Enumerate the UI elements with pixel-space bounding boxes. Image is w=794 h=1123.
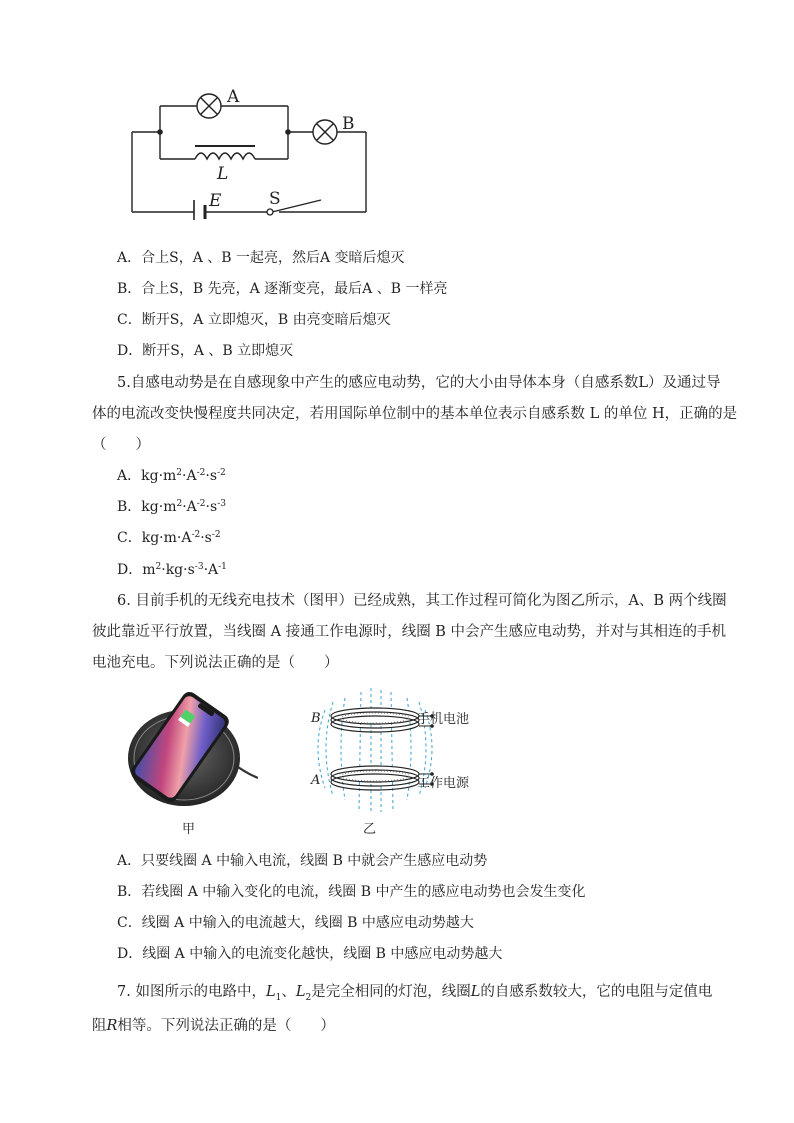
q6-option-c: C．线圈 A 中输入的电流越大，线圈 B 中感应电动势越大 [117,915,474,931]
coil-b-text: 手机电池 [417,712,470,727]
q5-option-d: D．$m^2\cdot kg\cdot s^{-3}\cdot A^{-1}$ [117,562,227,578]
q6-stem-line2: 彼此靠近平行放置，当线圈 A 接通工作电源时，线圈 B 中会产生感应电动势，并对与其相连的手机 [92,624,727,640]
q4-option-b: B．合上S，B 先亮，A 逐渐变亮，最后A 、B 一样亮 [117,281,448,297]
q6-option-d: D．线圈 A 中输入的电流变化越快，线圈 B 中感应电动势越大 [117,946,503,962]
two-coils-diagram [305,688,490,816]
battery-label: E [209,191,222,211]
coil-a-text: 工作电源 [417,776,470,791]
wireless-charger-photo [118,688,258,816]
q5-option-c: C．$kg\cdot m\cdot A^{-2}\cdot s^{-2}$ [117,530,221,546]
q6-stem-line1: 6. 目前手机的无线充电技术（图甲）已经成熟，其工作过程可简化为图乙所示，A、B 两个线圈 [117,593,727,609]
q5-option-b: B．$kg\cdot m^2\cdot A^{-2}\cdot s^{-3}$ [117,499,226,515]
q5-stem-line2: 体的电流改变快慢程度共同决定，若用国际单位制中的基本单位表示自感系数 L 的单位 H，正确的是 [92,406,738,422]
q4-option-c: C．断开S，A 立即熄灭，B 由亮变暗后熄灭 [117,312,391,328]
q6-stem-line3: 电池充电。下列说法正确的是（ ） [92,655,339,671]
inductor-label: L [217,164,229,184]
q4-option-d: D．断开S，A 、B 立即熄灭 [117,343,294,359]
q6-option-b: B．若线圈 A 中输入变化的电流，线圈 B 中产生的感应电动势也会发生变化 [117,884,586,900]
coil-a-label: A [311,773,321,788]
q5-option-a: A．$kg\cdot m^2\cdot A^{-2}\cdot s^{-2}$ [117,468,226,484]
figure-jia-caption: 甲 [182,822,196,837]
circuit-diagram-lamps-inductor [125,82,375,220]
lamp-a-label: A [227,87,240,107]
figure-yi-caption: 乙 [363,822,377,837]
q5-stem-line1: 5.自感电动势是在自感现象中产生的感应电动势，它的大小由导体本身（自感系数L）及通过导 [117,375,721,391]
coil-b-label: B [311,711,321,726]
switch-label: S [269,189,281,209]
lamp-b-label: B [342,114,355,134]
q4-option-a: A．合上S，A 、B 一起亮，然后A 变暗后熄灭 [117,250,405,266]
q6-option-a: A．只要线圈 A 中输入电流，线圈 B 中就会产生感应电动势 [117,853,488,869]
q7-stem-line2: 阻R相等。下列说法正确的是（ ） [92,1018,335,1034]
q5-stem-line3: （ ） [92,437,150,453]
q7-stem-line1: 7. 如图所示的电路中，$L_1$、$L_2$是完全相同的灯泡，线圈L的自感系数较大，它的电阻与定值电 [117,984,713,1003]
